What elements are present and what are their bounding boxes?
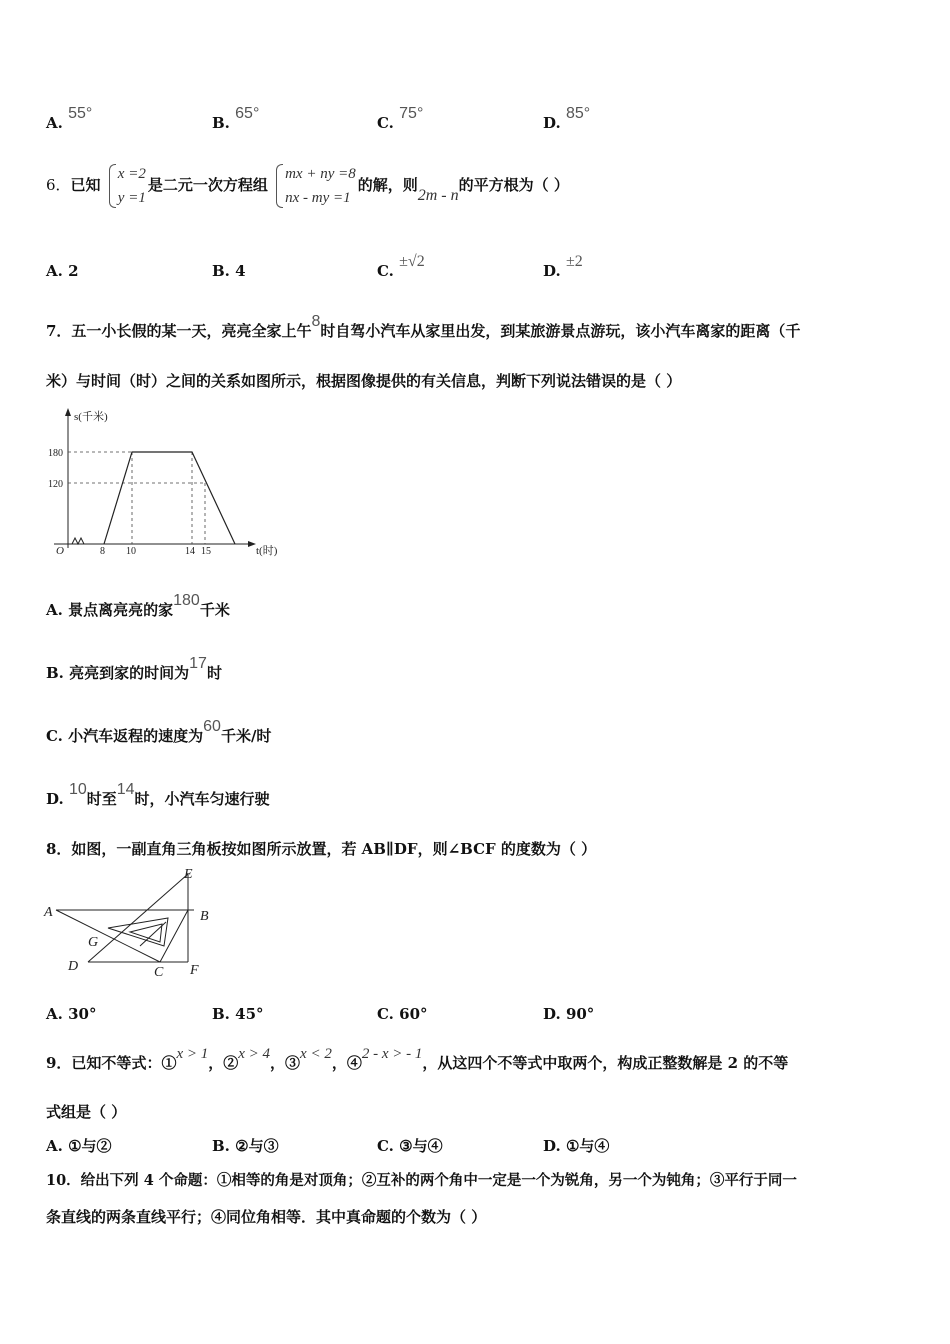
q9-option-c: C. ③与④ [377,1137,443,1155]
label-b: B [200,909,209,924]
q6-option-a: A. 2 [46,262,79,280]
q5-option-b: B. 65° [212,105,260,132]
y-axis-label: s(千米) [74,411,108,423]
q5-option-a: A. 55° [46,105,93,132]
q5-option-c: C. 75° [377,105,424,132]
question-9-line-1: 9．已知不等式：①x > 1，②x > 4，③x < 2，④2 - x > - 1，从这四个不等式中取两个，构成正整数解是 2 的不等 [46,1046,789,1072]
q6-option-c: C. ±√2 [377,253,425,280]
question-7-line-2: 米）与时间（时）之间的关系如图所示，根据图像提供的有关信息，判断下列说法错误的是（ ） [46,372,682,390]
label-a: A [44,905,53,920]
q8-option-d: D. 90° [543,1005,595,1023]
q7-option-c: C. 小汽车返程的速度为60千米/时 [46,718,272,745]
y-tick-120: 120 [48,479,63,490]
origin-label: O [56,545,64,557]
question-6: 6．已知 x =2 y =1 是二元一次方程组 mx + ny =8 nx - my =1 的解，则2m - n的平方根为（ ） [46,162,569,210]
label-f: F [190,963,199,978]
q8-option-a: A. 30° [46,1005,97,1023]
x-tick-15: 15 [201,546,211,557]
q5-option-d: D. 85° [543,105,591,132]
q6-option-d: D. ±2 [543,253,583,280]
axis-break [72,538,84,544]
label-e: E [184,867,193,882]
q8-option-b: B. 45° [212,1005,264,1023]
q7-option-b: B. 亮亮到家的时间为17时 [46,655,222,682]
q8-option-c: C. 60° [377,1005,428,1023]
q6-option-b: B. 4 [212,262,246,280]
q9-option-a: A. ①与② [46,1137,112,1155]
x-axis-label: t(时) [256,545,278,557]
y-tick-180: 180 [48,448,63,459]
x-tick-10: 10 [126,546,136,557]
label-c: C [154,965,164,980]
y-axis-arrow [65,408,71,416]
distance-line [104,452,235,544]
question-8: 8．如图，一副直角三角板按如图所示放置，若 AB∥DF，则∠BCF 的度数为（ ） [46,840,597,858]
question-10-line-2: 条直线的两条直线平行；④同位角相等．其中真命题的个数为（ ） [46,1208,487,1226]
q6-equation-system: mx + ny =8 nx - my =1 [275,162,356,210]
question-7-line-1: 7．五一小长假的某一天，亮亮全家上午8时自驾小汽车从家里出发，到某旅游景点游玩，该小汽车离家的距离（千 [46,313,801,340]
label-g: G [88,935,99,950]
label-d: D [68,959,79,974]
q9-option-b: B. ②与③ [212,1137,279,1155]
x-axis-arrow [248,541,256,547]
triangle-figure [40,862,220,982]
q7-option-d: D. 10时至14时，小汽车匀速行驶 [46,781,270,808]
question-9-line-2: 式组是（ ） [46,1103,127,1121]
x-tick-14: 14 [185,546,195,557]
x-tick-8: 8 [100,546,105,557]
q6-solution-system: x =2 y =1 [108,162,146,210]
q7-option-a: A. 景点离亮亮的家180千米 [46,592,230,619]
distance-time-graph [44,404,294,564]
question-10-line-1: 10．给出下列 4 个命题：①相等的角是对顶角；②互补的两个角中一定是一个为锐角，另一个为钝角；③平行于同一 [46,1172,797,1189]
q9-option-d: D. ①与④ [543,1137,610,1155]
